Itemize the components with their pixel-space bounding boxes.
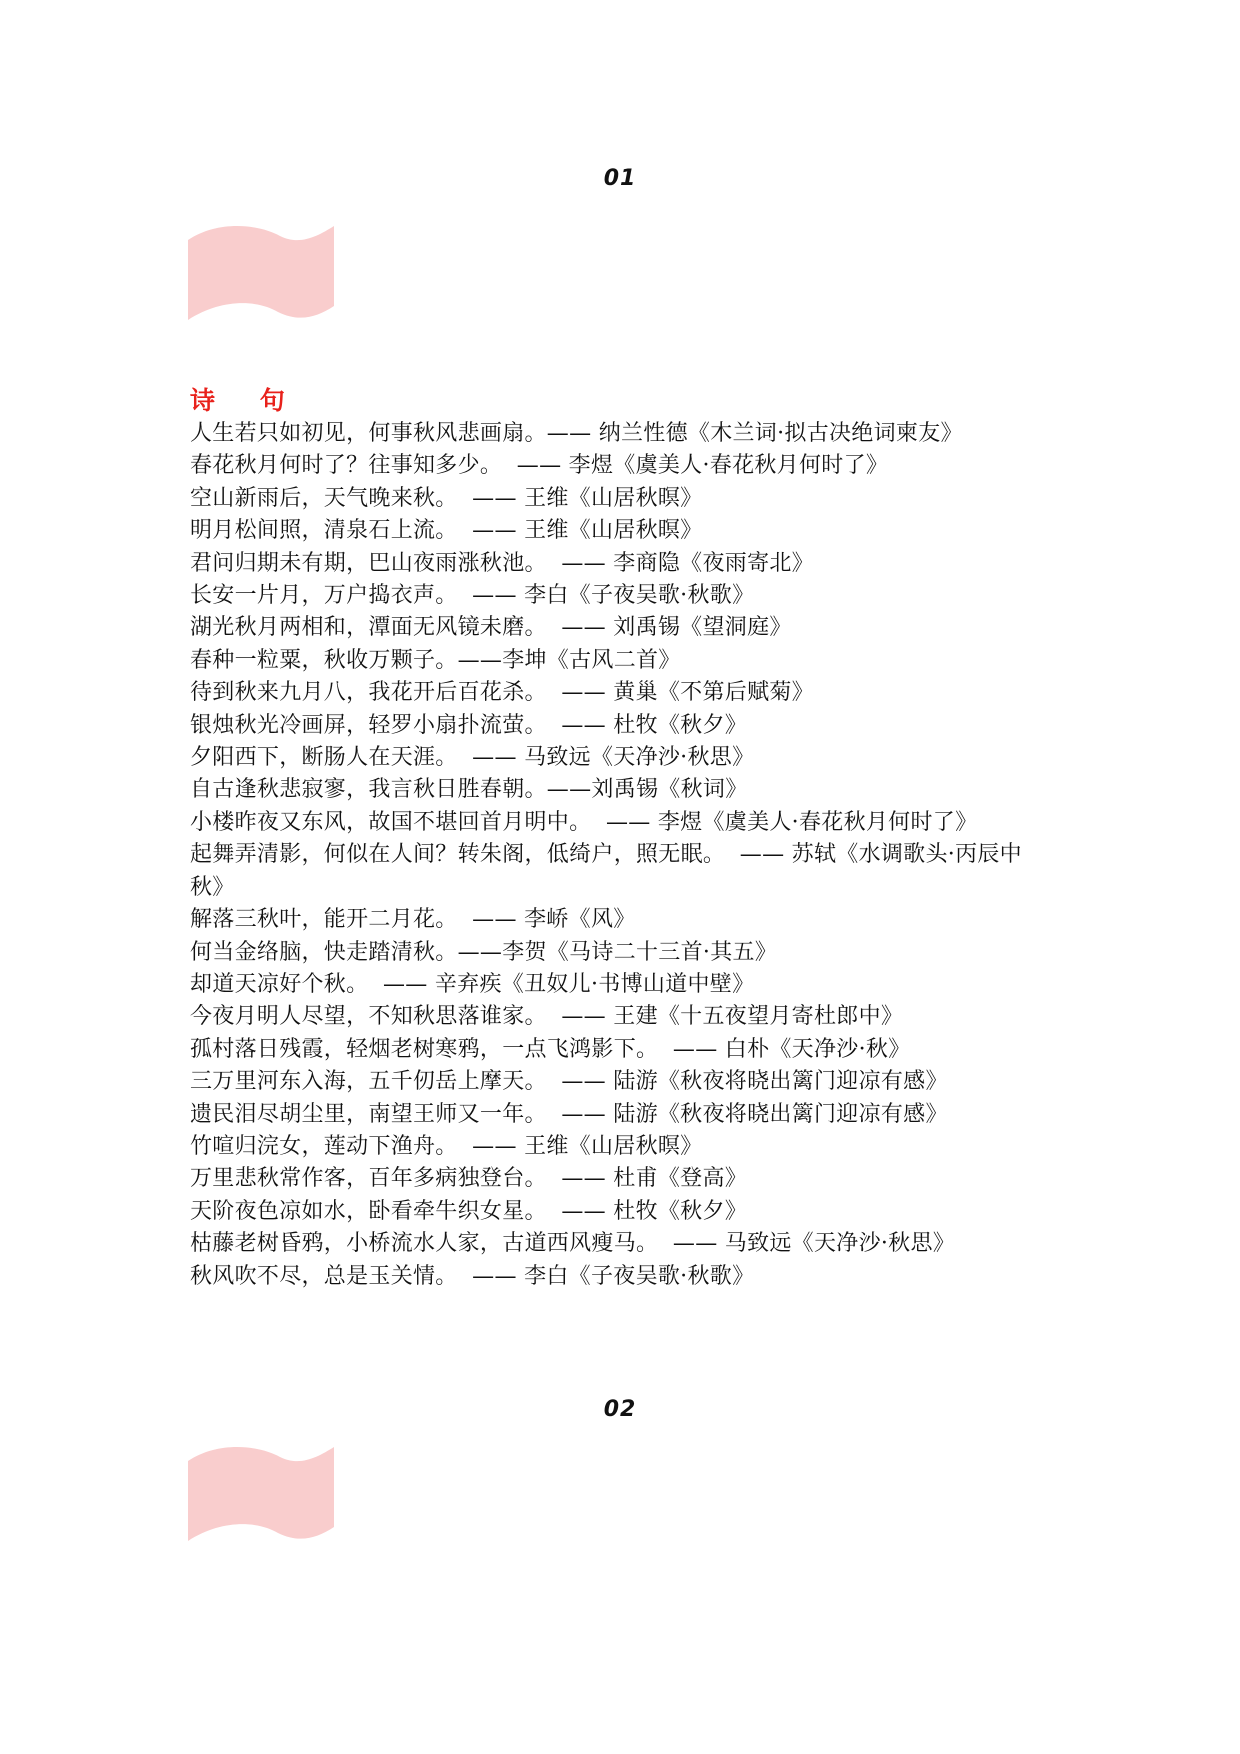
poem-line: 秋风吹不尽，总是玉关情。 —— 李白《子夜吴歌·秋歌》 — [190, 1263, 755, 1289]
poem-line: 明月松间照，清泉石上流。 —— 王维《山居秋暝》 — [190, 518, 703, 544]
poem-line: 春花秋月何时了？往事知多少。 —— 李煜《虞美人·春花秋月何时了》 — [190, 453, 889, 479]
poem-line: 银烛秋光冷画屏，轻罗小扇扑流萤。 —— 杜牧《秋夕》 — [190, 712, 748, 738]
section-heading: 诗 句 — [190, 386, 303, 415]
poem-line: 待到秋来九月八，我花开后百花杀。 —— 黄巢《不第后赋菊》 — [190, 680, 814, 706]
poem-line: 今夜月明人尽望，不知秋思落谁家。 —— 王建《十五夜望月寄杜郎中》 — [190, 1004, 904, 1030]
poem-line: 遗民泪尽胡尘里，南望王师又一年。 —— 陆游《秋夜将晓出篱门迎凉有感》 — [190, 1101, 948, 1127]
flag-banner-icon — [188, 1447, 334, 1543]
poem-line: 却道天凉好个秋。 —— 辛弃疾《丑奴儿·书博山道中壁》 — [190, 971, 755, 997]
section-number-01: 01 — [603, 166, 637, 191]
poem-line: 天阶夜色凉如水，卧看牵牛织女星。 —— 杜牧《秋夕》 — [190, 1198, 748, 1224]
poem-line: 夕阳西下，断肠人在天涯。 —— 马致远《天净沙·秋思》 — [190, 745, 755, 771]
poem-line: 解落三秋叶，能开二月花。 —— 李峤《风》 — [190, 907, 636, 933]
poem-line: 自古逢秋悲寂寥，我言秋日胜春朝。——刘禹锡《秋词》 — [190, 777, 748, 803]
poem-line: 起舞弄清影，何似在人间？转朱阁，低绮户，照无眠。 —— 苏轼《水调歌头·丙辰中秋》 — [190, 842, 1022, 900]
section-number-02: 02 — [603, 1397, 637, 1422]
poem-line: 何当金络脑，快走踏清秋。——李贺《马诗二十三首·其五》 — [190, 939, 778, 965]
poem-line: 春种一粒粟，秋收万颗子。——李坤《古风二首》 — [190, 647, 681, 673]
flag-banner-icon — [188, 226, 334, 322]
poem-line: 万里悲秋常作客，百年多病独登台。 —— 杜甫《登高》 — [190, 1166, 748, 1192]
poem-line: 枯藤老树昏鸦，小桥流水人家，古道西风瘦马。 —— 马致远《天净沙·秋思》 — [190, 1231, 956, 1257]
poem-line: 人生若只如初见，何事秋风悲画扇。—— 纳兰性德《木兰词·拟古决绝词柬友》 — [190, 421, 963, 446]
poem-line: 小楼昨夜又东风，故国不堪回首月明中。 —— 李煜《虞美人·春花秋月何时了》 — [190, 809, 978, 835]
poem-line: 长安一片月，万户捣衣声。 —— 李白《子夜吴歌·秋歌》 — [190, 583, 755, 609]
poem-line: 空山新雨后，天气晚来秋。 —— 王维《山居秋暝》 — [190, 485, 703, 511]
poem-line: 湖光秋月两相和，潭面无风镜未磨。 —— 刘禹锡《望洞庭》 — [190, 615, 792, 641]
poem-line: 君问归期未有期，巴山夜雨涨秋池。 —— 李商隐《夜雨寄北》 — [190, 550, 814, 576]
poem-list — [190, 418, 1055, 1293]
poem-line: 竹喧归浣女，莲动下渔舟。 —— 王维《山居秋暝》 — [190, 1133, 703, 1159]
poem-line: 孤村落日残霞，轻烟老树寒鸦，一点飞鸿影下。 —— 白朴《天净沙·秋》 — [190, 1036, 911, 1062]
poem-line: 三万里河东入海，五千仞岳上摩天。 —— 陆游《秋夜将晓出篱门迎凉有感》 — [190, 1069, 948, 1095]
